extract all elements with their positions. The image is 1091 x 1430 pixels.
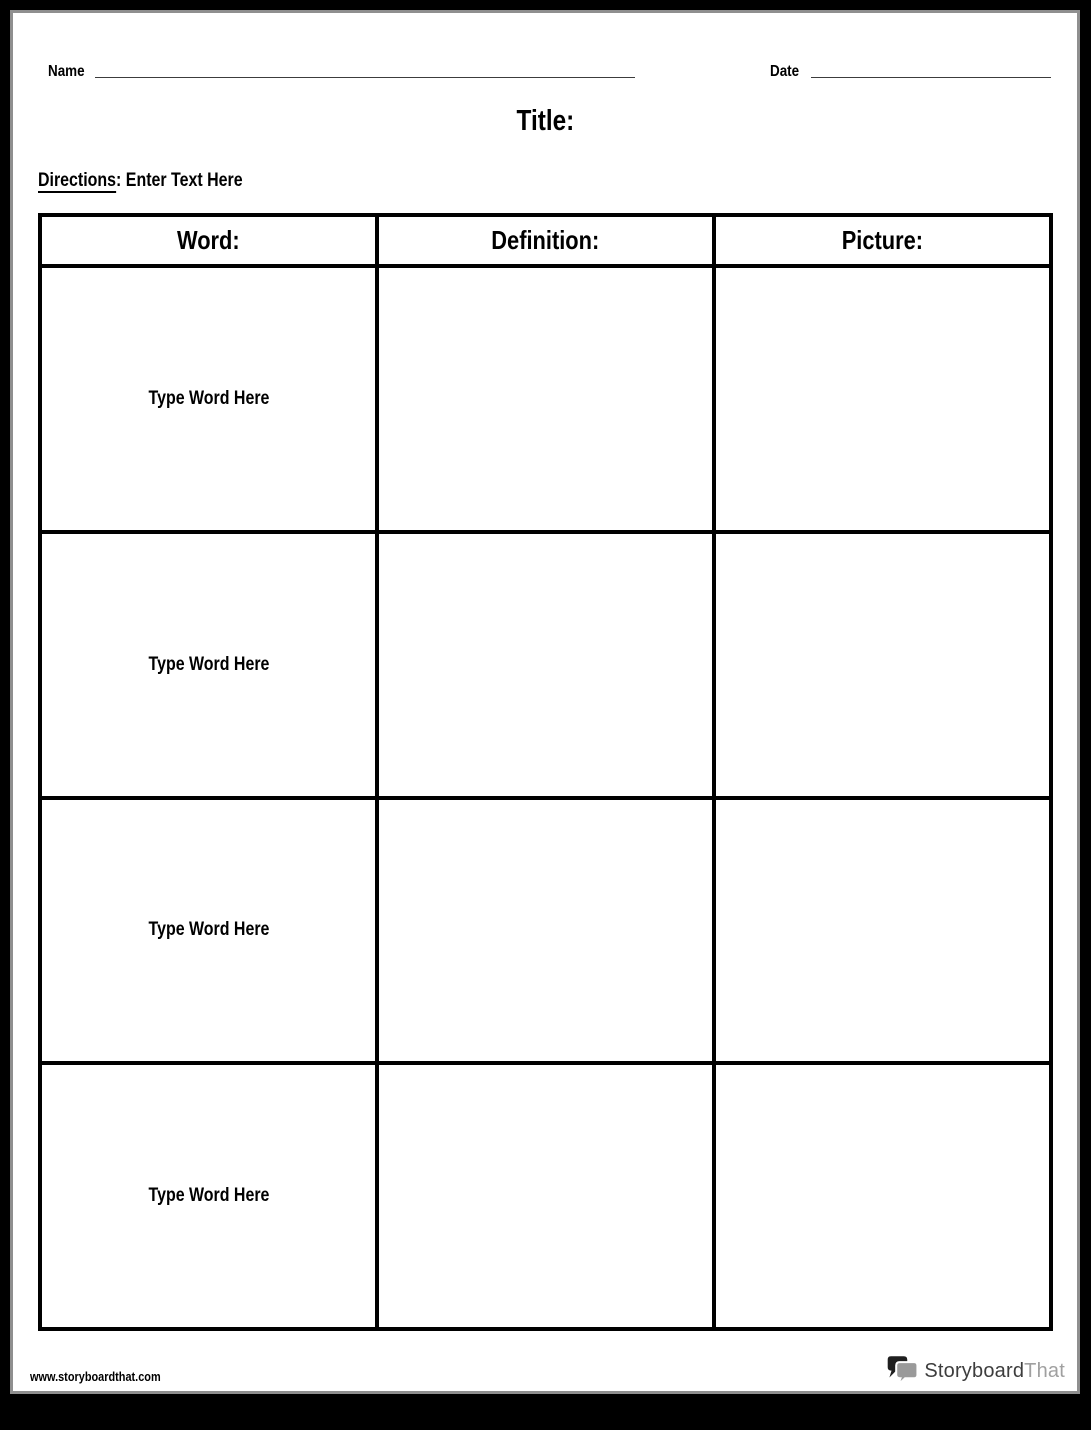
name-fill-line[interactable]	[95, 76, 635, 78]
name-date-row	[48, 62, 1051, 81]
speech-bubbles-icon	[886, 1355, 920, 1388]
word-cell[interactable]	[42, 534, 375, 796]
word-header-label: Word:	[177, 225, 240, 255]
picture-cell[interactable]	[716, 268, 1049, 530]
page-title[interactable]: Title:	[516, 105, 574, 137]
word-cell[interactable]	[42, 1065, 375, 1327]
picture-cell[interactable]	[716, 534, 1049, 796]
word-placeholder[interactable]: Type Word Here	[148, 1185, 269, 1207]
definition-cell[interactable]	[379, 534, 712, 796]
brand-name	[924, 1360, 1065, 1383]
word-cell[interactable]	[42, 268, 375, 530]
definition-header-label: Definition:	[491, 225, 600, 255]
definition-cell[interactable]	[379, 800, 712, 1062]
brand-name-primary: Storyboard	[924, 1360, 1025, 1382]
directions-value[interactable]: Enter Text Here	[125, 170, 243, 191]
vocabulary-table	[38, 213, 1053, 1331]
site-url: www.storyboardthat.com	[30, 1369, 161, 1384]
definition-cell[interactable]	[379, 1065, 712, 1327]
storyboardthat-logo	[886, 1355, 1065, 1388]
picture-cell[interactable]	[716, 1065, 1049, 1327]
date-fill-line[interactable]	[811, 76, 1051, 78]
picture-cell[interactable]	[716, 800, 1049, 1062]
header-cell-word	[42, 217, 375, 264]
directions-text[interactable]	[38, 170, 243, 192]
name-label: Name	[48, 63, 85, 80]
picture-header-label: Picture:	[841, 225, 924, 255]
brand-name-secondary: That	[1024, 1360, 1065, 1382]
word-placeholder[interactable]: Type Word Here	[148, 919, 269, 941]
header-cell-definition	[379, 217, 712, 264]
definition-cell[interactable]	[379, 268, 712, 530]
word-placeholder[interactable]: Type Word Here	[148, 387, 269, 409]
worksheet-page	[10, 10, 1080, 1394]
title-row	[13, 105, 1077, 138]
header-cell-picture	[716, 217, 1049, 264]
word-placeholder[interactable]: Type Word Here	[148, 653, 269, 675]
word-cell[interactable]	[42, 800, 375, 1062]
directions-row	[38, 170, 282, 192]
directions-label: Directions	[38, 170, 117, 191]
date-label: Date	[770, 63, 800, 80]
directions-separator: :	[116, 170, 126, 191]
